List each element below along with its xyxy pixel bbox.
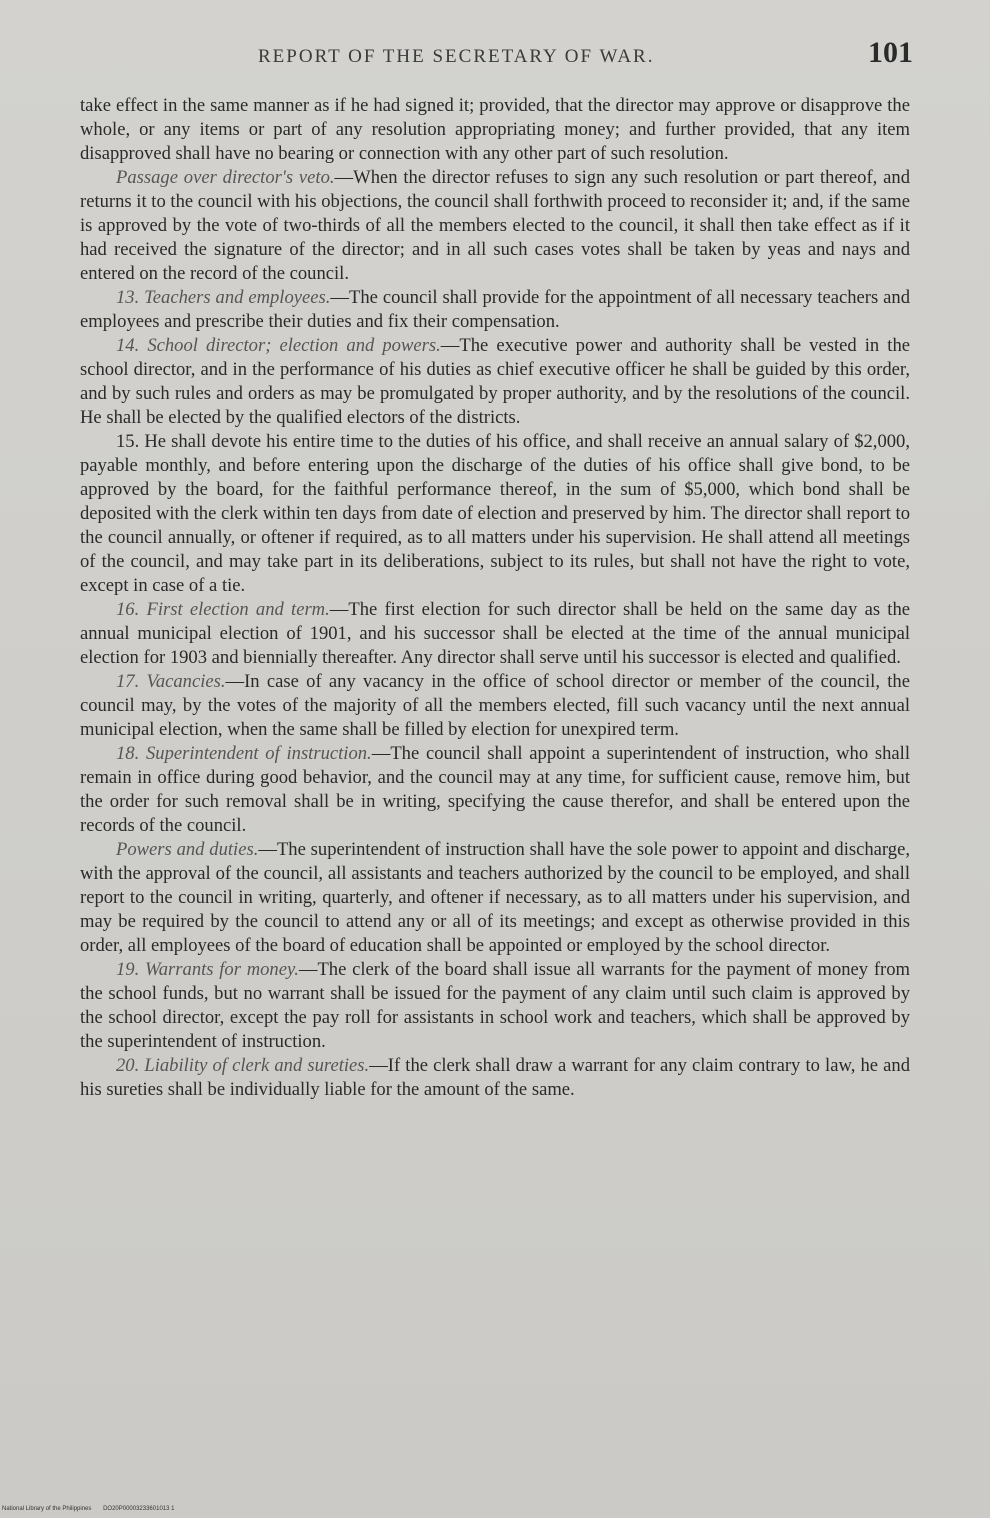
section-heading: 14. School director; election and powers. — [116, 335, 441, 356]
paragraph-section-15 — [80, 430, 910, 598]
footer-library: National Library of the Philippines — [2, 1506, 92, 1512]
paragraph-section-13 — [80, 286, 910, 334]
paragraph-text: take effect in the same manner as if he had signed it; provided, that the director may approve or disapprove the whole, or any items or part of any resolution appropriating money; and further provided, that any item disapproved shall have no bearing or connection with any other part of such resolution. — [80, 95, 910, 164]
section-heading: 19. Warrants for money. — [116, 959, 299, 980]
section-heading: Passage over director's veto. — [116, 167, 335, 188]
body-text — [80, 94, 910, 1102]
page-header — [0, 36, 990, 86]
paragraph-text: —In case of any vacancy in the office of school director or member of the council, the council may, by the votes of the majority of all the members elected, fill such vacancy until the next annual municipal election, when the same shall be filled by election for unexpired term. — [80, 671, 910, 740]
running-title: REPORT OF THE SECRETARY OF WAR. — [258, 46, 655, 67]
paragraph-text: —The first election for such director shall be held on the same day as the annual municipal election of 1901, and his successor shall be elected at the time of the annual municipal election for 1903 and biennially thereafter. Any director shall serve until his successor is elected and qualified. — [80, 599, 910, 668]
page-number: 101 — [868, 36, 913, 69]
paragraph-text: —The executive power and authority shall be vested in the school director, and in the performance of his duties as chief executive officer he shall be guided by this order, and by such rules and orders as may be promulgated by proper authority, and by the resolutions of the council. He shall be elected by the qualified electors of the districts. — [80, 335, 910, 428]
footer-identifier: DO20P00003233601013 1 — [103, 1506, 175, 1512]
paragraph-text: 15. He shall devote his entire time to the duties of his office, and shall receive an annual salary of $2,000, payable monthly, and before entering upon the discharge of the duties of his office shall give bond, to be approved by the board, for the faithful performance thereof, in the sum of $5,000, which bond shall be deposited with the clerk within ten days from date of election and preserved by him. The director shall report to the council annually, or oftener if required, as to all matters under his supervision. He shall attend all meetings of the council, and may take part in its deliberations, subject to its rules, but shall not have the right to vote, except in case of a tie. — [80, 431, 910, 596]
section-heading: 17. Vacancies. — [116, 671, 226, 692]
paragraph-text: —The clerk of the board shall issue all warrants for the payment of money from the school funds, but no warrant shall be issued for the payment of any claim until such claim is approved by the school director, except the pay roll for assistants in school work and teachers, which shall be approved by the superintendent of instruction. — [80, 959, 910, 1052]
paragraph-text: —The council shall appoint a superintendent of instruction, who shall remain in office during good behavior, and the council may at any time, for sufficient cause, remove him, but the order for such removal shall be in writing, specifying the cause therefor, and shall be entered upon the records of the council. — [80, 743, 910, 836]
paragraph-passage-over-veto — [80, 166, 910, 286]
paragraph-text: —When the director refuses to sign any such resolution or part thereof, and returns it to the council with his objections, the council shall forthwith proceed to reconsider it; and, if the same is approved by the vote of two-thirds of all the members elected to the council, it shall then take effect as if it had received the signature of the director; and in all such cases votes shall be taken by yeas and nays and entered on the record of the council. — [80, 167, 910, 284]
section-heading: Powers and duties. — [116, 839, 259, 860]
paragraph-text: —The superintendent of instruction shall have the sole power to appoint and discharge, with the approval of the council, all assistants and teachers authorized by the council to be employed, and shall report to the council in writing, quarterly, and oftener if necessary, as to all matters under his supervision, and may be required by the council to attend any or all of its meetings; and except as otherwise provided in this order, all employees of the board of education shall be appointed or employed by the school director. — [80, 839, 910, 956]
paragraph-section-14 — [80, 334, 910, 430]
paragraph-continued — [80, 94, 910, 166]
scan-footer — [2, 1506, 184, 1512]
section-heading: 16. First election and term. — [116, 599, 330, 620]
paragraph-text: —The council shall provide for the appointment of all necessary teachers and employees and prescribe their duties and fix their compensation. — [80, 287, 910, 332]
paragraph-section-18 — [80, 742, 910, 838]
paragraph-section-19 — [80, 958, 910, 1054]
section-heading: 18. Superintendent of instruction. — [116, 743, 372, 764]
section-heading: 13. Teachers and employees. — [116, 287, 331, 308]
paragraph-text: —If the clerk shall draw a warrant for any claim contrary to law, he and his sureties shall be individually liable for the amount of the same. — [80, 1055, 910, 1100]
paragraph-section-20 — [80, 1054, 910, 1102]
paragraph-section-16 — [80, 598, 910, 670]
paragraph-section-17 — [80, 670, 910, 742]
section-heading: 20. Liability of clerk and sureties. — [116, 1055, 370, 1076]
paragraph-powers-and-duties — [80, 838, 910, 958]
